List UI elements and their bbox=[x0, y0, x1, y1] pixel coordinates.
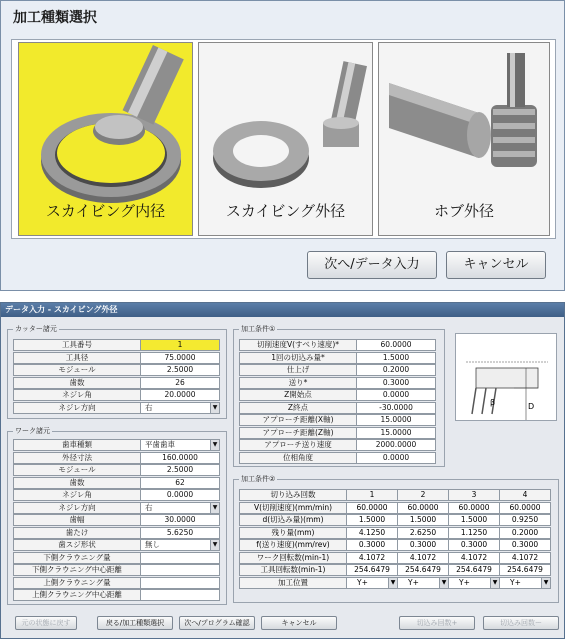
cell-value: 254.6479 bbox=[405, 565, 441, 574]
table-row-label: ワーク回転数(min-1) bbox=[239, 552, 347, 564]
choice-skiving-outer[interactable] bbox=[198, 42, 373, 236]
cell-value: Y+ bbox=[510, 577, 521, 587]
cell-value: 1.1250 bbox=[460, 527, 488, 537]
table-row-label: d(切込み量)(mm) bbox=[239, 514, 347, 526]
tool-geometry-icon bbox=[456, 334, 556, 420]
dropdown-arrow-icon[interactable]: ▼ bbox=[439, 578, 448, 588]
field-label: 工具番号 bbox=[13, 339, 141, 351]
field-input[interactable] bbox=[356, 352, 436, 364]
cell-value: 254.6479 bbox=[456, 565, 492, 574]
field-label: ネジレ方向 bbox=[13, 502, 141, 514]
position-select[interactable] bbox=[346, 577, 398, 589]
choice-label: ホブ外径 bbox=[433, 202, 494, 220]
cell-value: 0.3000 bbox=[511, 540, 539, 549]
field-label: 歯スジ形状 bbox=[13, 539, 141, 551]
field-label: 歯数 bbox=[13, 477, 141, 489]
cell-value: 60.0000 bbox=[407, 502, 439, 512]
table-cell[interactable] bbox=[448, 502, 500, 514]
field-value: 0.0000 bbox=[382, 452, 410, 462]
field-label: Z終点 bbox=[239, 402, 357, 414]
table-cell[interactable] bbox=[448, 527, 500, 539]
cell-value: 0.2000 bbox=[511, 527, 539, 537]
table-cell[interactable] bbox=[346, 552, 398, 564]
field-input[interactable] bbox=[356, 389, 436, 401]
field-value: 30.0000 bbox=[164, 515, 196, 524]
field-input[interactable] bbox=[356, 439, 436, 451]
field-value: 160.0000 bbox=[162, 452, 198, 462]
field-label: ネジレ角 bbox=[13, 389, 141, 401]
cell-value: 0.3000 bbox=[460, 540, 488, 549]
field-input[interactable] bbox=[140, 589, 220, 601]
table-cell[interactable] bbox=[448, 539, 500, 551]
field-label: Z開始点 bbox=[239, 389, 357, 401]
dropdown-arrow-icon[interactable]: ▼ bbox=[490, 578, 499, 588]
field-label: アプローチ送り速度 bbox=[239, 439, 357, 451]
window-title: データ入力 - スカイビング外径 bbox=[1, 303, 564, 317]
cond2-group-title: 加工条件② bbox=[241, 475, 276, 483]
field-select[interactable] bbox=[140, 502, 220, 514]
table-cell[interactable] bbox=[499, 502, 551, 514]
table-cell[interactable] bbox=[346, 564, 398, 576]
field-value: 無し bbox=[145, 540, 160, 549]
cell-value: 2.6250 bbox=[409, 527, 437, 537]
table-row-label: 残り量(mm) bbox=[239, 527, 347, 539]
dropdown-arrow-icon[interactable]: ▼ bbox=[210, 440, 219, 450]
field-label: 位相角度 bbox=[239, 452, 357, 464]
field-input[interactable] bbox=[140, 377, 220, 389]
field-label: 送り* bbox=[239, 377, 357, 389]
field-input[interactable] bbox=[356, 402, 436, 414]
cut-count-decrease-button[interactable]: 切込み回数ー bbox=[483, 616, 559, 630]
field-input[interactable] bbox=[140, 352, 220, 364]
field-input[interactable] bbox=[140, 552, 220, 564]
field-label: 歯車種類 bbox=[13, 439, 141, 451]
cell-value: 0.3000 bbox=[409, 540, 437, 549]
cell-value: Y+ bbox=[408, 577, 419, 587]
field-input[interactable] bbox=[140, 577, 220, 589]
table-cell[interactable] bbox=[397, 552, 449, 564]
field-value: 0.2000 bbox=[382, 365, 410, 374]
field-input[interactable] bbox=[140, 464, 220, 476]
field-label: 仕上げ bbox=[239, 364, 357, 376]
back-type-select-button[interactable]: 戻る/加工種類選択 bbox=[97, 616, 173, 630]
field-label: 上側クラウニング中心距離 bbox=[13, 589, 141, 601]
field-value: 1.5000 bbox=[382, 352, 410, 362]
dropdown-arrow-icon[interactable]: ▼ bbox=[210, 403, 219, 413]
choice-panel bbox=[11, 39, 556, 239]
field-input[interactable] bbox=[140, 514, 220, 526]
table-cell[interactable] bbox=[397, 514, 449, 526]
table-row-label: 工具回転数(min-1) bbox=[239, 564, 347, 576]
field-select[interactable] bbox=[140, 439, 220, 451]
table-cell[interactable] bbox=[346, 527, 398, 539]
cell-value: 1.5000 bbox=[409, 515, 437, 524]
field-value: 0.3000 bbox=[382, 377, 410, 387]
field-value: 15.0000 bbox=[380, 427, 412, 437]
table-cell[interactable] bbox=[499, 514, 551, 526]
field-label: 切削速度V(すべり速度)* bbox=[239, 339, 357, 351]
tool-diagram bbox=[455, 333, 557, 421]
cutter-group-title: カッター諸元 bbox=[15, 325, 57, 333]
table-cell[interactable] bbox=[346, 502, 398, 514]
dropdown-arrow-icon[interactable]: ▼ bbox=[541, 578, 550, 588]
cell-value: Y+ bbox=[459, 577, 470, 587]
cell-value: 4.1250 bbox=[358, 527, 386, 537]
table-row-label: f(送り速度)(mm/rev) bbox=[239, 539, 347, 551]
field-label: 下側クラウニング中心距離 bbox=[13, 564, 141, 576]
field-value: 右 bbox=[145, 402, 153, 412]
field-input[interactable] bbox=[140, 527, 220, 539]
field-value: 20.0000 bbox=[164, 390, 196, 399]
table-cell[interactable] bbox=[499, 527, 551, 539]
cell-value: Y+ bbox=[357, 577, 368, 587]
field-value: 15.0000 bbox=[380, 415, 412, 424]
field-label: モジュール bbox=[13, 364, 141, 376]
position-select[interactable] bbox=[448, 577, 500, 589]
next-data-input-button[interactable]: 次へ/データ入力 bbox=[307, 251, 437, 279]
table-cell[interactable] bbox=[397, 564, 449, 576]
choice-skiving-inner[interactable] bbox=[18, 42, 193, 236]
choice-label: スカイビング内径 bbox=[45, 202, 166, 220]
field-value: 75.0000 bbox=[164, 352, 196, 362]
field-value: 2.5000 bbox=[166, 365, 194, 374]
field-label: 下側クラウニング量 bbox=[13, 552, 141, 564]
dialog-title: 加工種類選択 bbox=[13, 10, 97, 26]
data-input-window bbox=[0, 302, 565, 639]
dropdown-arrow-icon[interactable]: ▼ bbox=[210, 540, 219, 550]
field-input[interactable] bbox=[356, 427, 436, 439]
field-value: 26 bbox=[175, 377, 185, 387]
table-row-label: 加工位置 bbox=[239, 577, 347, 589]
field-input[interactable] bbox=[140, 339, 220, 351]
field-input[interactable] bbox=[356, 452, 436, 464]
cell-value: 1.5000 bbox=[358, 515, 386, 524]
choice-label: スカイビング外径 bbox=[225, 202, 346, 220]
field-input[interactable] bbox=[140, 364, 220, 376]
position-select[interactable] bbox=[397, 577, 449, 589]
field-select[interactable] bbox=[140, 402, 220, 414]
table-cell[interactable] bbox=[397, 502, 449, 514]
field-value: -30.0000 bbox=[379, 402, 413, 412]
field-input[interactable] bbox=[140, 489, 220, 501]
dropdown-arrow-icon[interactable]: ▼ bbox=[210, 503, 219, 513]
cell-value: 60.0000 bbox=[458, 502, 490, 512]
field-label: ネジレ方向 bbox=[13, 402, 141, 414]
table-header-label: 切り込み回数 bbox=[239, 489, 347, 501]
field-input[interactable] bbox=[356, 377, 436, 389]
cut-count-increase-button[interactable]: 切込み回数+ bbox=[399, 616, 475, 630]
table-header-pass: 3 bbox=[448, 489, 500, 501]
cell-value: 0.9250 bbox=[511, 515, 539, 524]
cell-value: 1.5000 bbox=[460, 515, 488, 524]
field-value: 右 bbox=[145, 502, 153, 512]
field-value: 平歯歯車 bbox=[145, 440, 175, 449]
cond1-group-title: 加工条件① bbox=[241, 325, 276, 333]
field-label: 1回の切込み量* bbox=[239, 352, 357, 364]
field-label: 工具径 bbox=[13, 352, 141, 364]
cell-value: 4.1072 bbox=[460, 552, 488, 562]
cell-value: 254.6479 bbox=[507, 565, 543, 574]
table-cell[interactable] bbox=[448, 552, 500, 564]
choice-hob-outer[interactable] bbox=[378, 42, 550, 236]
field-input[interactable] bbox=[140, 477, 220, 489]
table-cell[interactable] bbox=[346, 514, 398, 526]
field-input[interactable] bbox=[140, 452, 220, 464]
cancel-button[interactable]: キャンセル bbox=[446, 251, 546, 279]
field-input[interactable] bbox=[140, 564, 220, 576]
field-value: 0.0000 bbox=[382, 390, 410, 399]
cell-value: 4.1072 bbox=[511, 552, 539, 562]
field-value: 60.0000 bbox=[380, 340, 412, 349]
position-select[interactable] bbox=[499, 577, 551, 589]
field-label: アプローチ距離(X軸) bbox=[239, 414, 357, 426]
field-input[interactable] bbox=[140, 389, 220, 401]
field-label: アプローチ距離(Z軸) bbox=[239, 427, 357, 439]
table-cell[interactable] bbox=[499, 564, 551, 576]
dropdown-arrow-icon[interactable]: ▼ bbox=[388, 578, 397, 588]
field-value: 1 bbox=[177, 340, 183, 349]
d-label: D bbox=[528, 402, 535, 411]
cell-value: 4.1072 bbox=[358, 552, 386, 562]
field-label: 歯たけ bbox=[13, 527, 141, 539]
field-label: 上側クラウニング量 bbox=[13, 577, 141, 589]
table-cell[interactable] bbox=[397, 527, 449, 539]
field-input[interactable] bbox=[356, 339, 436, 351]
field-value: 5.6250 bbox=[166, 527, 194, 537]
table-header-pass: 4 bbox=[499, 489, 551, 501]
next-program-check-button[interactable]: 次へ/プログラム確認 bbox=[179, 616, 255, 630]
table-cell[interactable] bbox=[448, 514, 500, 526]
table-header-pass: 1 bbox=[346, 489, 398, 501]
cell-value: 60.0000 bbox=[509, 502, 541, 512]
field-input[interactable] bbox=[356, 414, 436, 426]
table-row-label: V(切削速度)(mm/min) bbox=[239, 502, 347, 514]
field-label: 外径寸法 bbox=[13, 452, 141, 464]
table-cell[interactable] bbox=[499, 552, 551, 564]
cell-value: 0.3000 bbox=[358, 540, 386, 549]
work-group-title: ワーク諸元 bbox=[15, 427, 50, 435]
field-label: 歯幅 bbox=[13, 514, 141, 526]
table-header-pass: 2 bbox=[397, 489, 449, 501]
field-value: 0.0000 bbox=[166, 490, 194, 499]
machining-type-dialog bbox=[0, 0, 565, 291]
field-value: 2.5000 bbox=[166, 465, 194, 474]
table-cell[interactable] bbox=[499, 539, 551, 551]
field-label: ネジレ角 bbox=[13, 489, 141, 501]
field-label: モジュール bbox=[13, 464, 141, 476]
reset-button[interactable]: 元の状態に戻す bbox=[15, 616, 77, 630]
field-value: 62 bbox=[175, 477, 185, 487]
cell-value: 60.0000 bbox=[356, 502, 388, 512]
table-cell[interactable] bbox=[397, 539, 449, 551]
cell-value: 254.6479 bbox=[354, 565, 390, 574]
table-cell[interactable] bbox=[448, 564, 500, 576]
field-input[interactable] bbox=[356, 364, 436, 376]
field-select[interactable] bbox=[140, 539, 220, 551]
beta-label: β bbox=[490, 398, 496, 407]
field-value: 2000.0000 bbox=[375, 440, 417, 449]
cell-value: 4.1072 bbox=[409, 552, 437, 562]
cancel-button[interactable]: キャンセル bbox=[261, 616, 337, 630]
field-label: 歯数 bbox=[13, 377, 141, 389]
table-cell[interactable] bbox=[346, 539, 398, 551]
